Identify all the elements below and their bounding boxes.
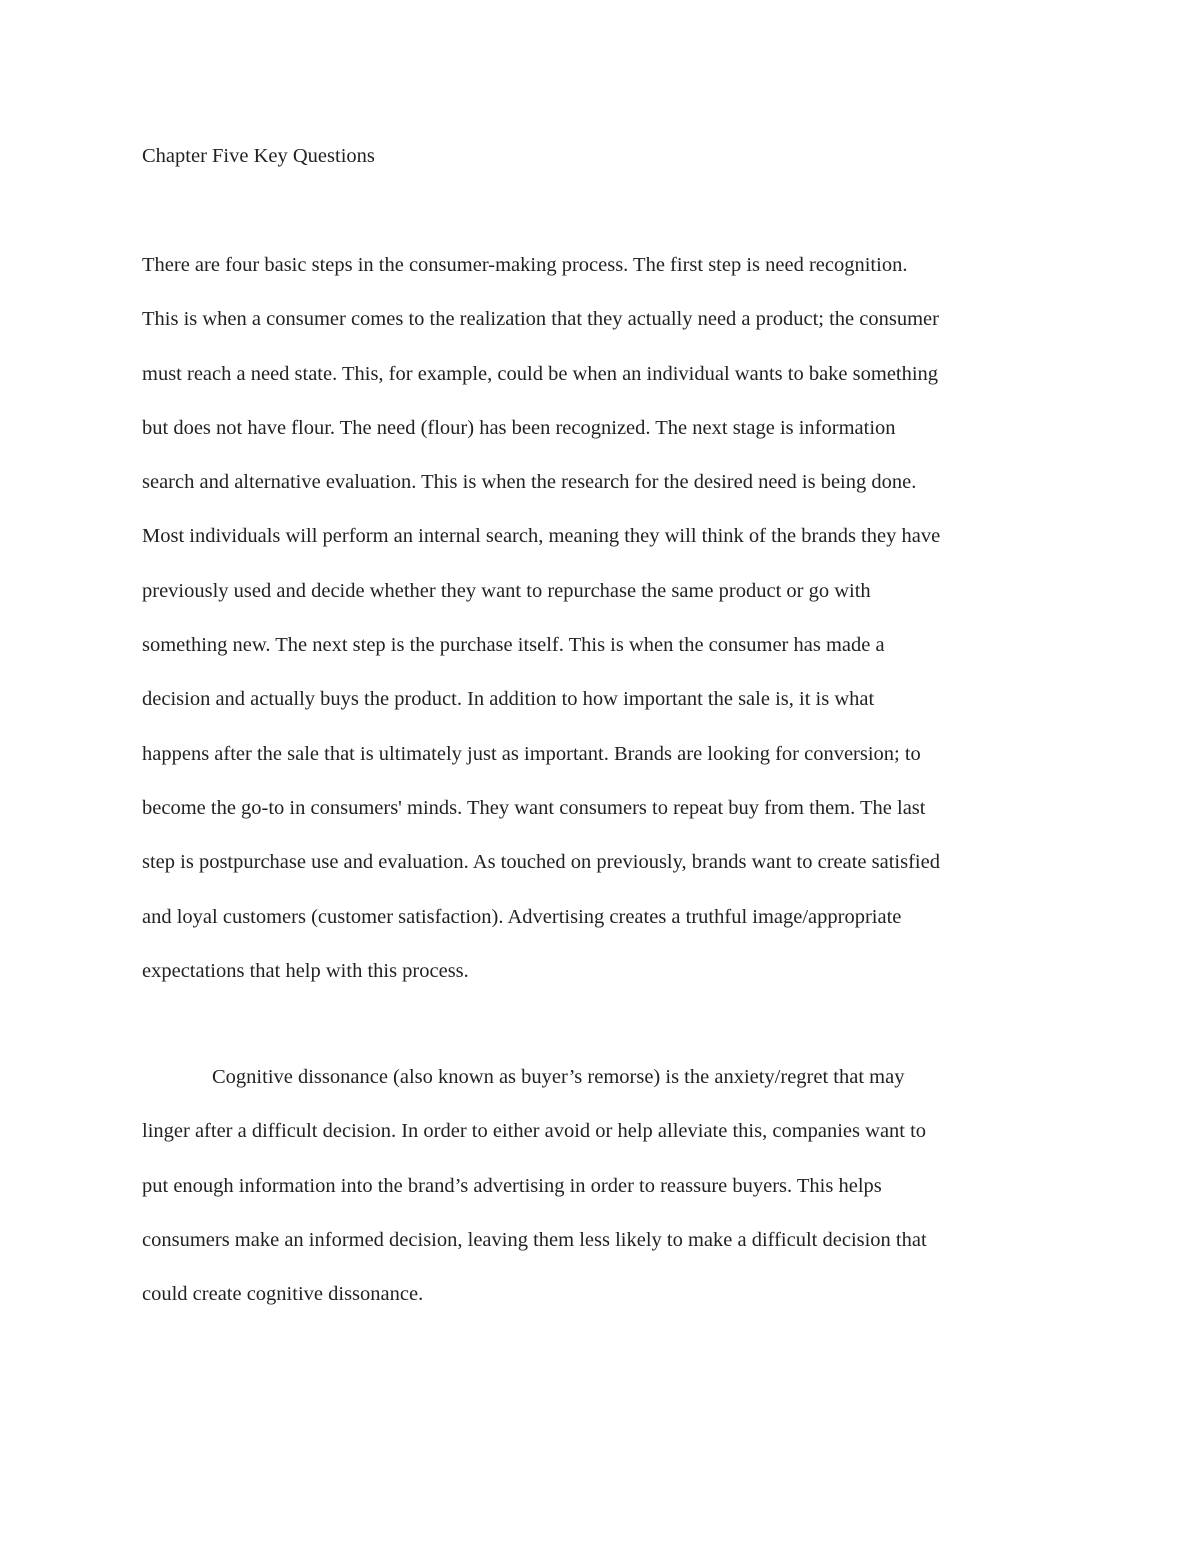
paragraph-line: and loyal customers (customer satisfaction). Advertising creates a truthful image/appropriate (142, 905, 902, 928)
paragraph-line: decision and actually buys the product. In addition to how important the sale is, it is what (142, 688, 875, 711)
paragraph-line: consumers make an informed decision, leaving them less likely to make a difficult decision that (142, 1228, 927, 1251)
paragraph-line: could create cognitive dissonance. (142, 1283, 424, 1306)
paragraph-line: but does not have flour. The need (flour) has been recognized. The next stage is information (142, 416, 896, 439)
paragraph-1 (142, 252, 1082, 1012)
paragraph-line: There are four basic steps in the consumer-making process. The first step is need recognition. (142, 254, 908, 276)
paragraph-line: search and alternative evaluation. This is when the research for the desired need is being done. (142, 471, 917, 494)
paragraph-line: Most individuals will perform an internal search, meaning they will think of the brands they have (142, 525, 941, 548)
paragraph-line: This is when a consumer comes to the realization that they actually need a product; the consumer (142, 308, 939, 331)
paragraph-line: Cognitive dissonance (also known as buyer’s remorse) is the anxiety/regret that may (212, 1066, 905, 1088)
page-title: Chapter Five Key Questions (142, 145, 375, 167)
paragraph-line: linger after a difficult decision. In order to either avoid or help alleviate this, companies want to (142, 1120, 927, 1143)
paragraph-line: something new. The next step is the purchase itself. This is when the consumer has made a (142, 634, 885, 657)
paragraph-line: happens after the sale that is ultimately just as important. Brands are looking for conversion; to (142, 742, 921, 765)
paragraph-line: become the go-to in consumers' minds. They want consumers to repeat buy from them. The last (142, 796, 926, 819)
paragraph-line: put enough information into the brand’s advertising in order to reassure buyers. This helps (142, 1174, 882, 1197)
paragraph-line: must reach a need state. This, for example, could be when an individual wants to bake something (142, 362, 939, 385)
paragraph-line: step is postpurchase use and evaluation. As touched on previously, brands want to create satisfied (142, 851, 940, 874)
paragraph-2 (142, 1064, 1082, 1335)
paragraph-line: previously used and decide whether they want to repurchase the same product or go with (142, 579, 871, 602)
paragraph-line: expectations that help with this process. (142, 959, 469, 982)
